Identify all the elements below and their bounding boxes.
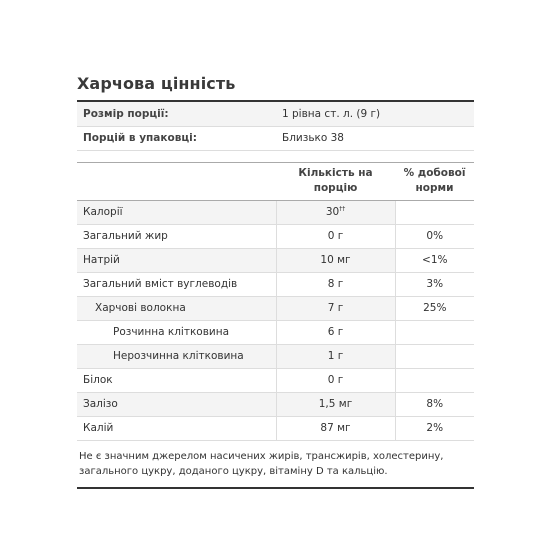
nutrient-name: Натрій [77, 248, 276, 272]
nutrient-row [77, 368, 474, 392]
footnote: Не є значним джерелом насичених жирів, трансжирів, холестерину, загального цукру, доданого цукру, вітаміну D та кальцію. [77, 441, 474, 489]
nutrient-row [77, 320, 474, 344]
nutrient-daily-value [395, 200, 474, 224]
nutrient-row [77, 200, 474, 224]
nutrient-daily-value: 0% [395, 224, 474, 248]
nutrient-name: Калорії [77, 200, 276, 224]
nutrient-amount: 1 г [276, 344, 395, 368]
servings-per-container-label: Порцій в упаковці: [77, 126, 276, 150]
nutrient-amount: 87 мг [276, 416, 395, 440]
nutrient-daily-value: 3% [395, 272, 474, 296]
nutrient-name: Нерозчинна клітковина [77, 344, 276, 368]
nutrient-amount: 10 мг [276, 248, 395, 272]
nutrition-title: Харчова цінність [77, 74, 236, 93]
nutrition-table [77, 100, 474, 441]
nutrient-row [77, 248, 474, 272]
nutrient-row [77, 224, 474, 248]
nutrient-daily-value: <1% [395, 248, 474, 272]
nutrient-daily-value [395, 344, 474, 368]
nutrient-amount: 1,5 мг [276, 392, 395, 416]
nutrient-daily-value: 2% [395, 416, 474, 440]
nutrient-row [77, 416, 474, 440]
servings-per-container-row [77, 126, 474, 150]
nutrient-amount: 7 г [276, 296, 395, 320]
column-header-row [77, 162, 474, 200]
nutrient-amount: 30†† [276, 200, 395, 224]
nutrient-name: Білок [77, 368, 276, 392]
nutrient-daily-value [395, 320, 474, 344]
servings-per-container-value: Близько 38 [276, 126, 474, 150]
footnote-mark: †† [339, 205, 346, 213]
nutrient-name: Калій [77, 416, 276, 440]
nutrient-name: Розчинна клітковина [77, 320, 276, 344]
serving-size-row [77, 102, 474, 126]
nutrient-row [77, 296, 474, 320]
nutrient-amount: 6 г [276, 320, 395, 344]
nutrition-facts-panel [77, 74, 474, 489]
nutrient-name: Харчові волокна [77, 296, 276, 320]
nutrient-daily-value: 25% [395, 296, 474, 320]
nutrient-row [77, 272, 474, 296]
nutrient-amount: 0 г [276, 368, 395, 392]
serving-size-label: Розмір порції: [77, 102, 276, 126]
amount-per-serving-header: Кількість на порцію [276, 162, 395, 200]
nutrient-name: Загальний вміст вуглеводів [77, 272, 276, 296]
nutrient-daily-value: 8% [395, 392, 474, 416]
nutrient-amount: 8 г [276, 272, 395, 296]
nutrient-row [77, 344, 474, 368]
nutrient-name: Загальний жир [77, 224, 276, 248]
nutrient-name: Залізо [77, 392, 276, 416]
nutrient-amount: 0 г [276, 224, 395, 248]
nutrient-rows [77, 200, 474, 440]
daily-value-header: % добової норми [395, 162, 474, 200]
nutrient-daily-value [395, 368, 474, 392]
serving-size-value: 1 рівна ст. л. (9 г) [276, 102, 474, 126]
nutrient-row [77, 392, 474, 416]
